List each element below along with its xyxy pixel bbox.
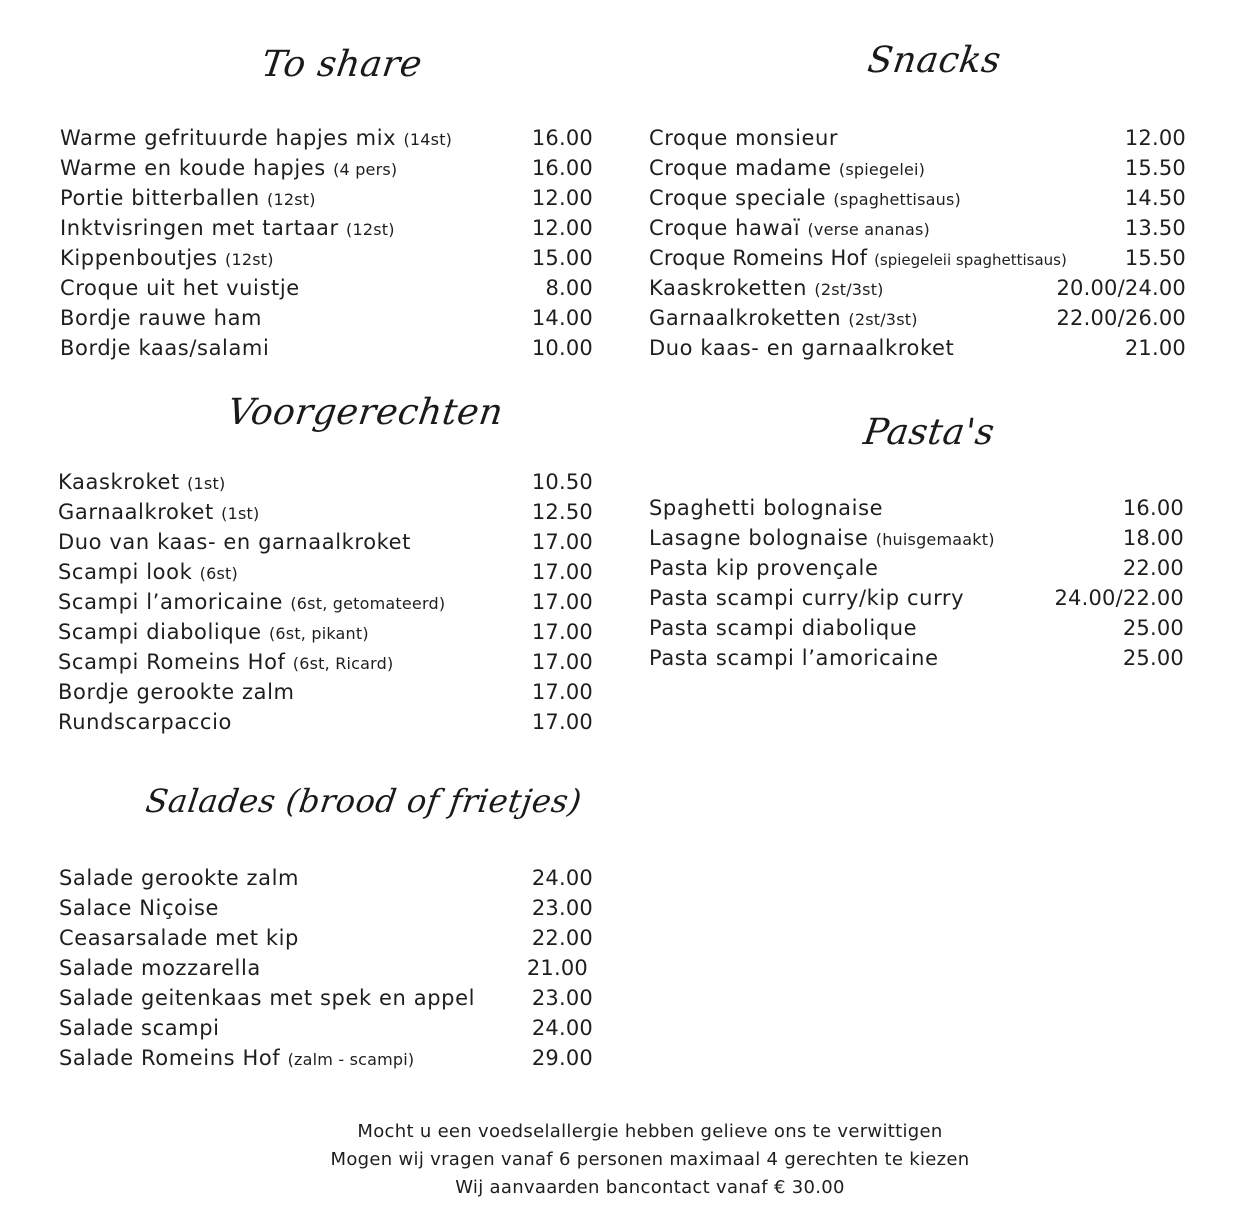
item-price: 24.00 (531, 1016, 593, 1040)
item-name: Salade mozzarella (59, 956, 261, 980)
menu-item (60, 183, 593, 213)
item-name: Warme en koude hapjes (60, 156, 326, 180)
item-price: 17.00 (531, 530, 593, 554)
item-price: 21.00 (526, 956, 588, 980)
menu-item (649, 583, 1184, 613)
heading-to-share: To share (259, 44, 425, 85)
item-name: Bordje rauwe ham (60, 306, 263, 330)
item-name: Spaghetti bolognaise (649, 496, 884, 520)
item-name: Scampi l’amoricaine (58, 590, 284, 614)
menu-item (649, 153, 1186, 183)
menu-item (60, 123, 593, 153)
item-name: Portie bitterballen (60, 186, 260, 210)
item-price: 12.00 (531, 186, 593, 210)
menu-item (649, 243, 1186, 273)
menu-item (59, 923, 593, 953)
item-price: 23.00 (531, 896, 593, 920)
item-name: Bordje gerookte zalm (58, 680, 295, 704)
menu-item (649, 613, 1184, 643)
item-name: Scampi Romeins Hof (58, 650, 286, 674)
section-voorgerechten (58, 467, 593, 737)
section-salades (59, 863, 593, 1073)
item-price: 24.00 (531, 866, 593, 890)
item-name: Kippenboutjes (60, 246, 218, 270)
item-price: 21.00 (1124, 336, 1186, 360)
item-price: 10.50 (531, 470, 593, 494)
menu-item (59, 863, 593, 893)
item-note: (6st, Ricard) (292, 654, 394, 673)
item-note: (verse ananas) (807, 220, 930, 239)
menu-item (649, 553, 1184, 583)
item-name: Warme gefrituurde hapjes mix (60, 126, 397, 150)
item-name: Lasagne bolognaise (649, 526, 869, 550)
item-price: 16.00 (1122, 496, 1184, 520)
item-price: 22.00 (531, 926, 593, 950)
menu-item (649, 273, 1186, 303)
item-name: Croque monsieur (649, 126, 839, 150)
item-price: 25.00 (1122, 646, 1184, 670)
item-price: 17.00 (531, 650, 593, 674)
menu-item (60, 153, 593, 183)
item-note: (huisgemaakt) (875, 530, 995, 549)
item-price: 17.00 (531, 620, 593, 644)
item-name: Scampi look (58, 560, 193, 584)
menu-item (649, 213, 1186, 243)
menu-item (58, 677, 593, 707)
item-name: Ceasarsalade met kip (59, 926, 299, 950)
footer-payment-note: Wij aanvaarden bancontact vanaf € 30.00 (455, 1177, 845, 1198)
item-name: Pasta scampi curry/kip curry (649, 586, 965, 610)
item-price: 13.50 (1124, 216, 1186, 240)
item-name: Garnaalkroket (58, 500, 214, 524)
item-name: Salade scampi (59, 1016, 220, 1040)
item-note: (4 pers) (333, 160, 398, 179)
menu-item (649, 123, 1186, 153)
item-price: 8.00 (545, 276, 593, 300)
item-name: Pasta kip provençale (649, 556, 879, 580)
item-price: 22.00/26.00 (1056, 306, 1186, 330)
item-note: (12st) (225, 250, 274, 269)
menu-item (60, 243, 593, 273)
item-note: (spaghettisaus) (833, 190, 961, 209)
item-price: 14.50 (1124, 186, 1186, 210)
menu-item (60, 303, 593, 333)
item-price: 17.00 (531, 590, 593, 614)
item-price: 16.00 (531, 156, 593, 180)
item-price: 16.00 (531, 126, 593, 150)
item-price: 22.00 (1122, 556, 1184, 580)
item-note: (zalm - scampi) (287, 1050, 415, 1069)
menu-item (58, 617, 593, 647)
item-name: Kaaskroketten (649, 276, 808, 300)
item-note: (spiegeleii spaghettisaus) (874, 251, 1067, 269)
menu-item (58, 557, 593, 587)
item-price: 18.00 (1122, 526, 1184, 550)
menu-item (59, 1013, 593, 1043)
menu-item (58, 467, 593, 497)
menu-item (58, 587, 593, 617)
section-snacks (649, 123, 1186, 363)
item-name: Bordje kaas/salami (60, 336, 270, 360)
item-note: (2st/3st) (814, 280, 884, 299)
item-price: 23.00 (531, 986, 593, 1010)
heading-voorgerechten: Voorgerechten (225, 392, 506, 433)
menu-item (649, 333, 1186, 363)
item-note: (12st) (346, 220, 395, 239)
footer-notes (0, 1118, 1241, 1202)
item-price: 17.00 (531, 680, 593, 704)
item-name: Salace Niçoise (59, 896, 220, 920)
heading-snacks: Snacks (865, 40, 1004, 81)
heading-pastas: Pasta's (861, 412, 998, 453)
menu-item (60, 273, 593, 303)
item-price: 17.00 (531, 560, 593, 584)
item-name: Croque hawaï (649, 216, 801, 240)
item-name: Garnaalkroketten (649, 306, 842, 330)
item-note: (spiegelei) (838, 160, 926, 179)
menu-item (59, 953, 593, 983)
item-price: 15.50 (1124, 246, 1186, 270)
item-price: 15.50 (1124, 156, 1186, 180)
item-price: 10.00 (531, 336, 593, 360)
item-name: Pasta scampi diabolique (649, 616, 918, 640)
item-name: Salade Romeins Hof (59, 1046, 281, 1070)
item-name: Duo van kaas- en garnaalkroket (58, 530, 412, 554)
item-name: Pasta scampi l’amoricaine (649, 646, 939, 670)
item-name: Salade geitenkaas met spek en appel (59, 986, 476, 1010)
item-name: Salade gerookte zalm (59, 866, 300, 890)
item-note: (12st) (267, 190, 316, 209)
section-to-share (60, 123, 593, 363)
menu-item (649, 183, 1186, 213)
item-price: 14.00 (531, 306, 593, 330)
item-note: (1st) (221, 504, 260, 523)
item-name: Rundscarpaccio (58, 710, 232, 734)
menu-item (58, 527, 593, 557)
item-note: (6st) (199, 564, 238, 583)
item-price: 24.00/22.00 (1054, 586, 1184, 610)
item-price: 15.00 (531, 246, 593, 270)
menu-item (60, 213, 593, 243)
item-price: 12.50 (531, 500, 593, 524)
item-name: Croque speciale (649, 186, 827, 210)
item-note: (6st, pikant) (268, 624, 369, 643)
item-name: Croque uit het vuistje (60, 276, 300, 300)
item-name: Croque Romeins Hof (649, 246, 868, 270)
item-note: (1st) (187, 474, 226, 493)
menu-item (58, 707, 593, 737)
menu-item (649, 643, 1184, 673)
item-note: (14st) (403, 130, 453, 149)
menu-item (649, 493, 1184, 523)
item-name: Scampi diabolique (58, 620, 262, 644)
menu-item (60, 333, 593, 363)
menu-item (59, 893, 593, 923)
heading-salades: Salades (brood of frietjes) (143, 782, 585, 820)
item-price: 20.00/24.00 (1056, 276, 1186, 300)
item-price: 29.00 (531, 1046, 593, 1070)
item-note: (6st, getomateerd) (290, 594, 446, 613)
item-note: (2st/3st) (848, 310, 918, 329)
item-price: 25.00 (1122, 616, 1184, 640)
item-name: Duo kaas- en garnaalkroket (649, 336, 955, 360)
menu-item (58, 647, 593, 677)
item-name: Croque madame (649, 156, 832, 180)
section-pastas (649, 493, 1184, 673)
item-name: Kaaskroket (58, 470, 180, 494)
item-price: 17.00 (531, 710, 593, 734)
item-price: 12.00 (1124, 126, 1186, 150)
item-price: 12.00 (531, 216, 593, 240)
menu-item (649, 523, 1184, 553)
item-name: Inktvisringen met tartaar (60, 216, 339, 240)
footer-allergy-note: Mocht u een voedselallergie hebben gelieve ons te verwittigen (357, 1121, 943, 1142)
menu-item (58, 497, 593, 527)
menu-item (59, 1043, 593, 1073)
menu-item (649, 303, 1186, 333)
menu-item (59, 983, 593, 1013)
footer-group-note: Mogen wij vragen vanaf 6 personen maximaal 4 gerechten te kiezen (330, 1149, 970, 1170)
